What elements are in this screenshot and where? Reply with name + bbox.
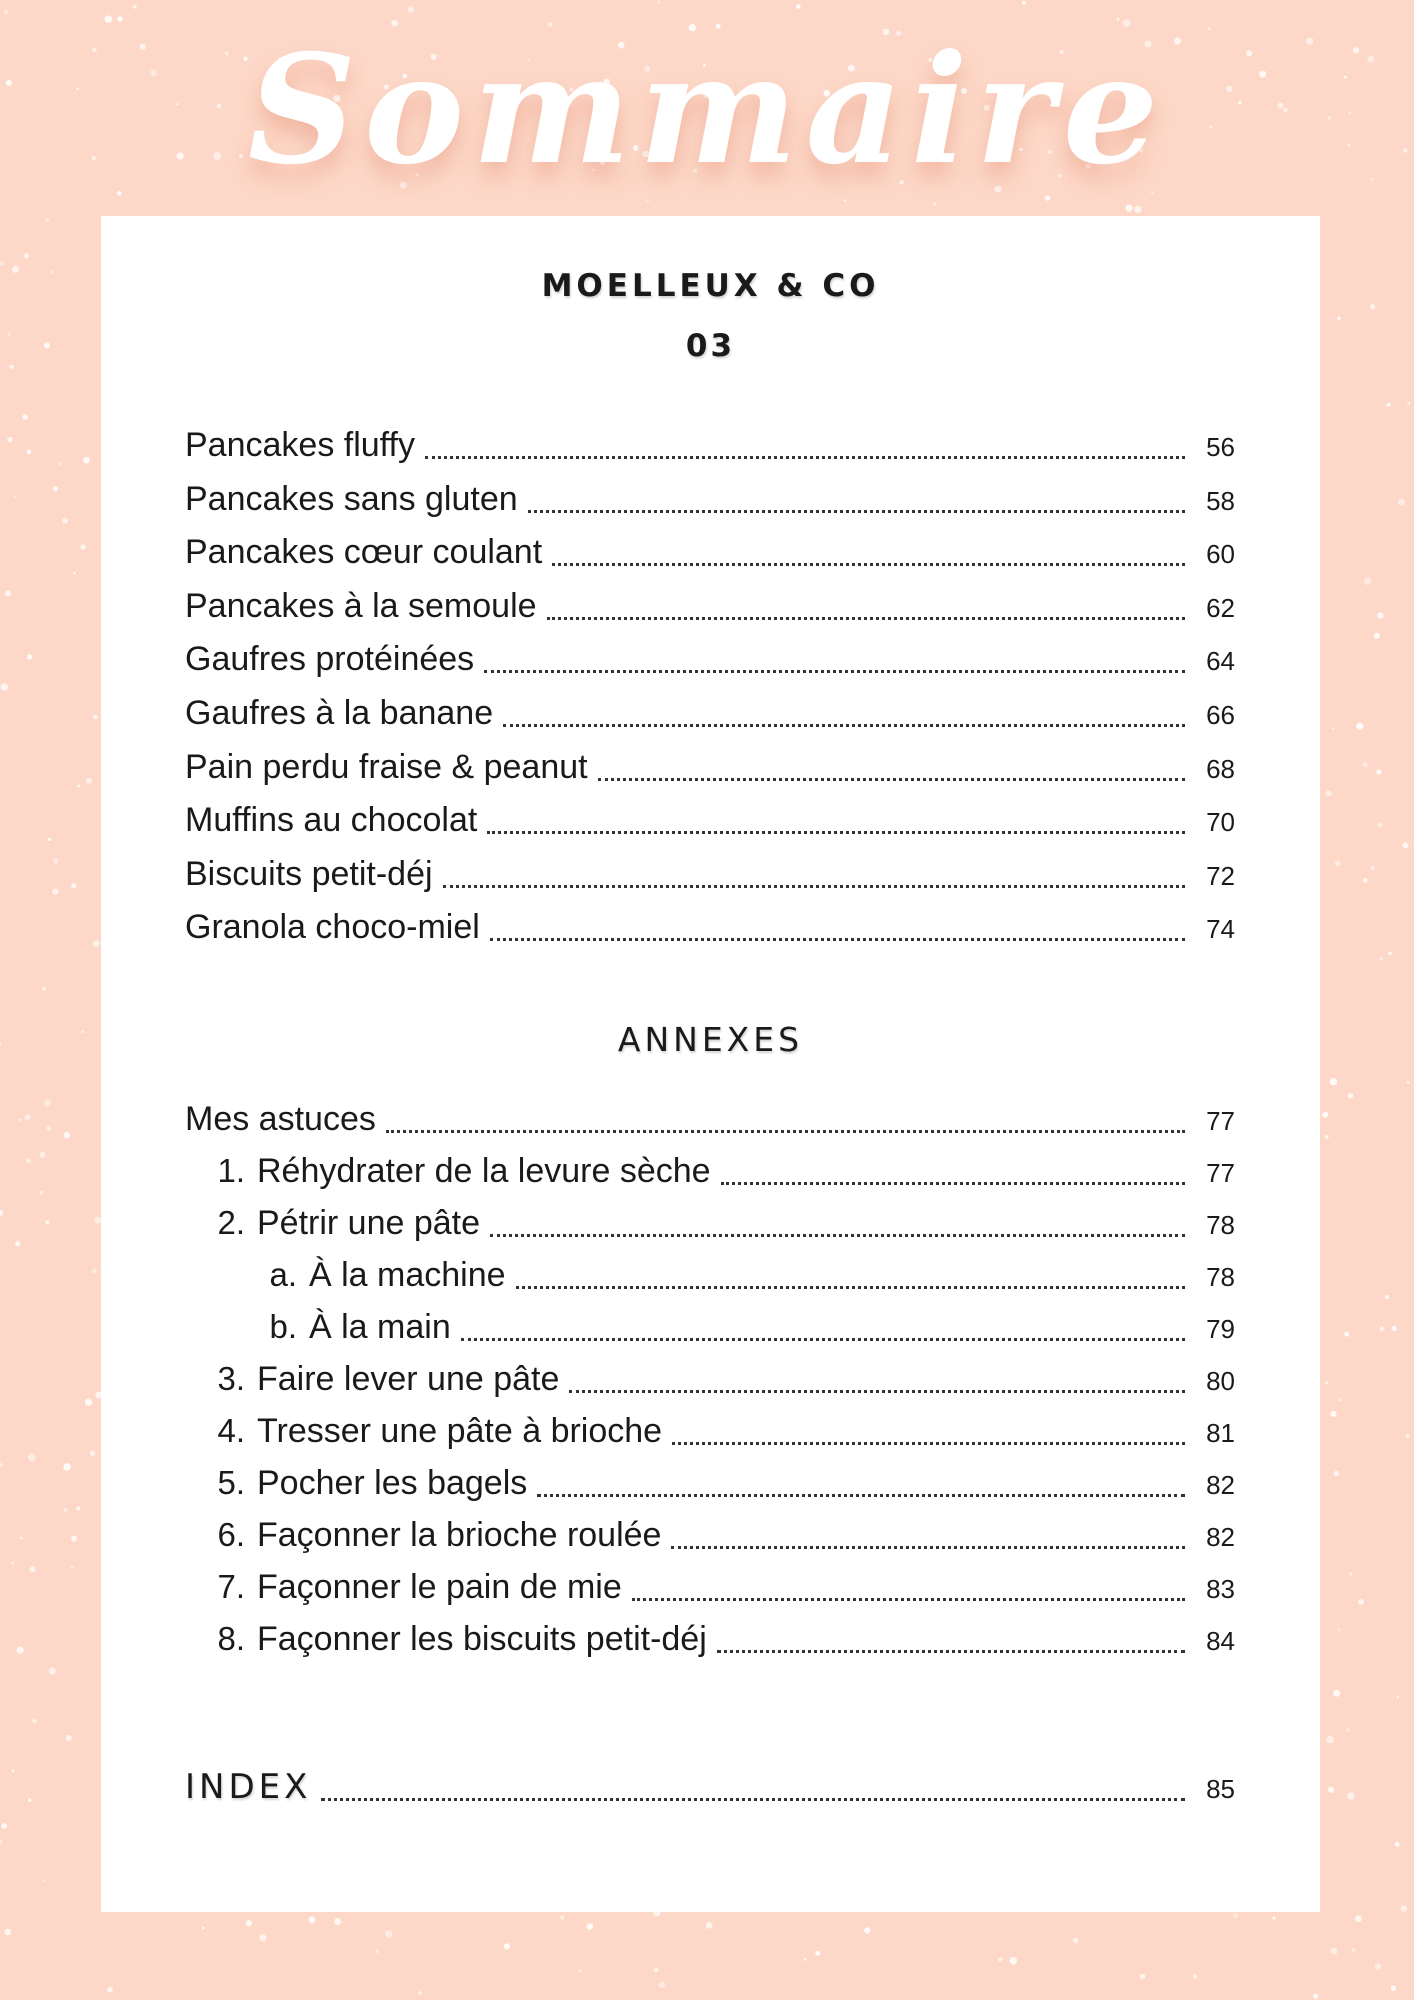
toc-entry-label: Pétrir une pâte [257, 1204, 481, 1242]
background-dot [1388, 951, 1392, 955]
toc-entry-label: Gaufres protéinées [185, 640, 475, 679]
background-dot [1395, 1842, 1400, 1847]
toc-entry-page: 81 [1206, 1418, 1235, 1448]
background-dot [1406, 1434, 1410, 1438]
background-dot [13, 495, 16, 498]
toc-entry[interactable] [185, 1614, 1235, 1664]
toc-entry-number: a. [269, 1256, 297, 1293]
toc-entry-label: Pain perdu fraise & peanut [185, 747, 588, 786]
background-dot [52, 889, 58, 895]
background-dot [7, 437, 13, 443]
background-dot [28, 1798, 31, 1801]
toc-entry-label: Réhydrater de la levure sèche [257, 1152, 711, 1190]
background-dot [27, 449, 32, 454]
toc-entry[interactable] [185, 634, 1235, 684]
dot-leader [503, 724, 1185, 727]
background-dot [53, 858, 58, 863]
background-dot [1334, 1471, 1339, 1476]
toc-entry-page: 85 [1206, 1774, 1235, 1804]
background-dot [1322, 1112, 1328, 1118]
dot-leader [598, 778, 1185, 781]
background-dot [46, 1220, 50, 1224]
section-number: 03 [685, 328, 736, 364]
background-dot [29, 1566, 35, 1572]
background-dot [22, 414, 28, 420]
toc-entry-label: À la machine [309, 1256, 506, 1294]
toc-entry[interactable] [185, 1562, 1235, 1612]
background-dot [1338, 1398, 1341, 1401]
background-dot [83, 457, 90, 464]
background-dot [64, 1132, 70, 1138]
toc-entry[interactable] [185, 420, 1235, 470]
dot-leader [425, 456, 1185, 459]
toc-entry-page: 56 [1206, 432, 1235, 462]
background-dot [1338, 1628, 1341, 1631]
dot-leader [516, 1286, 1185, 1289]
background-dot [71, 1536, 77, 1542]
toc-card [101, 216, 1320, 1912]
background-dot [53, 486, 58, 491]
background-dot [86, 778, 92, 784]
toc-entry-number: 8. [217, 1620, 245, 1657]
toc-entry-label: Façonner les biscuits petit-déj [257, 1620, 707, 1658]
background-dot [1325, 1381, 1328, 1384]
toc-entry-page: 60 [1206, 539, 1235, 570]
background-dot [28, 1454, 36, 1462]
dot-leader [321, 1798, 1185, 1801]
toc-entry-page: 78 [1206, 1262, 1235, 1292]
toc-entry-label: Granola choco-miel [185, 908, 480, 947]
toc-entry-page: 83 [1206, 1574, 1235, 1604]
background-dot [1010, 1957, 1018, 1965]
background-dot [418, 1991, 422, 1995]
toc-entry-label: Muffins au chocolat [185, 801, 478, 840]
toc-entry[interactable] [185, 1198, 1235, 1248]
background-dot [1326, 790, 1332, 796]
background-dot [0, 1210, 3, 1216]
background-dot [1401, 1905, 1407, 1911]
dot-leader [632, 1598, 1185, 1601]
background-dot [0, 1840, 2, 1844]
background-dot [0, 1463, 3, 1467]
background-dot [20, 1537, 23, 1540]
dot-leader [552, 563, 1185, 566]
toc-entry[interactable] [185, 795, 1235, 845]
dot-leader [443, 885, 1185, 888]
background-dot [73, 572, 76, 575]
background-dot [62, 518, 68, 524]
background-dot [1379, 1326, 1384, 1331]
background-dot [1377, 612, 1383, 618]
toc-entry-label: Façonner le pain de mie [257, 1568, 622, 1606]
toc-entry-label: INDEX [185, 1767, 312, 1807]
background-dot [107, 1987, 113, 1993]
background-dot [1364, 577, 1372, 585]
background-dot [1358, 1599, 1364, 1605]
toc-entry-label: Pancakes à la semoule [185, 586, 537, 625]
toc-entry-label: Pancakes sans gluten [185, 479, 518, 518]
background-dot [42, 987, 46, 991]
background-dot [1363, 878, 1368, 883]
background-dot [1374, 1963, 1381, 1970]
toc-entry-number: 4. [217, 1412, 245, 1449]
toc-entry-page: 66 [1206, 700, 1235, 730]
toc-entry-label: Faire lever une pâte [257, 1360, 560, 1398]
toc-entry[interactable] [185, 1354, 1235, 1404]
background-dot [1193, 1974, 1198, 1979]
section-heading: MOELLEUX & CO [541, 268, 880, 304]
toc-entry-page: 74 [1206, 914, 1235, 945]
toc-entry[interactable] [185, 688, 1235, 738]
toc-entry-number: 2. [217, 1204, 245, 1241]
background-dot [63, 1463, 71, 1471]
toc-entry-page: 58 [1206, 485, 1235, 516]
toc-entry-label: Gaufres à la banane [185, 694, 494, 732]
background-dot [93, 715, 98, 720]
background-dot [504, 1943, 510, 1949]
background-dot [0, 261, 4, 265]
background-dot [1331, 1948, 1338, 1955]
background-dot [1377, 822, 1382, 827]
toc-entry-page: 62 [1206, 592, 1235, 623]
dot-leader [490, 1234, 1185, 1237]
toc-entry-label: À la main [309, 1308, 451, 1346]
dot-leader [537, 1494, 1185, 1497]
toc-entry-number: 3. [217, 1360, 245, 1397]
toc-entry-page: 78 [1206, 1210, 1235, 1240]
background-dot [654, 1968, 659, 1973]
dot-leader [717, 1650, 1185, 1653]
dot-leader [672, 1442, 1185, 1445]
background-dot [334, 1918, 341, 1925]
background-dot [1351, 1948, 1355, 1952]
background-dot [1385, 1295, 1390, 1300]
background-dot [1374, 633, 1380, 639]
background-dot [40, 1152, 46, 1158]
dot-leader [484, 670, 1185, 673]
background-dot [385, 1930, 392, 1937]
background-dot [1335, 861, 1341, 867]
background-dot [46, 1126, 51, 1131]
toc-entry-page: 82 [1206, 1470, 1235, 1500]
toc-entry-number: 1. [217, 1152, 245, 1189]
background-dot [1073, 1938, 1079, 1944]
toc-entry-page: 64 [1206, 646, 1235, 677]
background-dot [587, 1923, 594, 1930]
background-dot [1233, 1913, 1238, 1918]
background-dot [1407, 402, 1410, 405]
toc-entry[interactable] [185, 1510, 1235, 1560]
toc-entry[interactable] [185, 1458, 1235, 1508]
background-dot [1, 1823, 7, 1829]
background-dot [1391, 1326, 1397, 1332]
toc-entry[interactable] [185, 742, 1235, 792]
dot-leader [386, 1130, 1185, 1133]
toc-entry[interactable] [185, 1406, 1235, 1456]
background-dot [9, 365, 13, 369]
background-dot [864, 1927, 870, 1933]
background-dot [12, 1769, 15, 1772]
toc-entry-page: 79 [1206, 1314, 1235, 1344]
background-dot [11, 1562, 14, 1565]
background-dot [66, 1735, 72, 1741]
toc-entry-number: 6. [217, 1516, 245, 1553]
background-dot [12, 266, 19, 273]
toc-entry[interactable] [185, 474, 1235, 524]
background-dot [1347, 1792, 1355, 1800]
background-dot [1376, 770, 1381, 775]
background-dot [1333, 1690, 1340, 1697]
toc-entry[interactable] [241, 1302, 1235, 1352]
background-dot [26, 1158, 31, 1163]
background-dot [1272, 1916, 1275, 1919]
background-dot [15, 1241, 20, 1246]
toc-entry-mes-astuces[interactable] [185, 1094, 1235, 1144]
toc-entry[interactable] [241, 1250, 1235, 1300]
background-dot [1337, 316, 1341, 320]
toc-entry-label: Pocher les bagels [257, 1464, 528, 1502]
background-dot [92, 1268, 97, 1273]
background-dot [1370, 304, 1375, 309]
background-dot [659, 1982, 665, 1988]
background-dot [1371, 866, 1375, 870]
toc-entry-label: Pancakes cœur coulant [185, 533, 543, 572]
background-dot [85, 1399, 92, 1406]
background-dot [59, 462, 62, 465]
toc-entry-number: 7. [217, 1568, 245, 1605]
background-dot [71, 883, 76, 888]
background-dot [1140, 1974, 1146, 1980]
background-dot [1407, 1081, 1410, 1084]
background-dot [5, 590, 11, 596]
toc-entry-label: Façonner la brioche roulée [257, 1516, 662, 1554]
background-dot [1313, 1994, 1319, 2000]
background-dot [51, 271, 54, 274]
dot-leader [721, 1182, 1185, 1185]
background-dot [815, 1951, 820, 1956]
background-dot [17, 1647, 24, 1654]
background-dot [1332, 727, 1334, 729]
dot-leader [461, 1338, 1185, 1341]
background-dot [1355, 1915, 1362, 1922]
background-dot [1330, 1078, 1337, 1085]
background-dot [1397, 1696, 1400, 1699]
toc-entry[interactable] [185, 902, 1235, 952]
background-dot [1363, 762, 1368, 767]
background-dot [998, 1957, 1002, 1961]
background-dot [1344, 1331, 1349, 1336]
background-dot [1403, 842, 1409, 848]
background-dot [375, 1949, 379, 1953]
background-dot [308, 1916, 315, 1923]
toc-entry-page: 68 [1206, 753, 1235, 784]
dot-leader [487, 831, 1185, 834]
background-dot [49, 1668, 56, 1675]
toc-entry[interactable] [185, 581, 1235, 631]
toc-entry[interactable] [185, 1146, 1235, 1196]
toc-entry-index[interactable] [185, 1762, 1235, 1812]
toc-entry-page: 77 [1206, 1106, 1235, 1136]
background-dot [76, 1506, 80, 1510]
background-dot [1, 683, 8, 690]
page-title: Sommaire [247, 22, 1167, 198]
background-dot [1348, 1093, 1353, 1098]
background-dot [4, 1929, 11, 1936]
background-dot [24, 253, 29, 258]
toc-entry-page: 77 [1206, 1158, 1235, 1188]
dot-leader [528, 510, 1185, 513]
toc-entry[interactable] [185, 849, 1235, 899]
background-dot [706, 1922, 713, 1929]
background-dot [80, 544, 85, 549]
dot-leader [547, 617, 1185, 620]
background-dot [1327, 1736, 1334, 1743]
background-dot [1330, 1411, 1336, 1417]
background-dot [560, 1916, 564, 1920]
background-dot [804, 1958, 807, 1961]
toc-entry-label: Mes astuces [185, 1100, 376, 1138]
toc-entry-page: 82 [1206, 1522, 1235, 1552]
background-dot [43, 1879, 46, 1882]
background-dot [0, 1042, 1, 1045]
toc-entry-number: b. [269, 1308, 297, 1345]
toc-entry-label: Pancakes fluffy [185, 426, 415, 464]
toc-entry-page: 84 [1206, 1626, 1235, 1656]
background-dot [25, 1114, 31, 1120]
toc-entry-page: 80 [1206, 1366, 1235, 1396]
background-dot [1356, 723, 1363, 730]
background-dot [44, 342, 50, 348]
background-dot [27, 654, 32, 659]
background-dot [90, 1450, 96, 1456]
dot-leader [671, 1546, 1185, 1549]
toc-entry-page: 72 [1206, 860, 1235, 891]
background-dot [40, 1191, 44, 1195]
background-dot [579, 1969, 583, 1973]
background-dot [1398, 499, 1405, 506]
background-dot [1349, 1572, 1352, 1575]
toc-entry-label: Tresser une pâte à brioche [257, 1412, 663, 1450]
background-dot [44, 1100, 51, 1107]
background-dot [81, 1030, 84, 1033]
toc-entry-page: 70 [1206, 807, 1235, 838]
background-dot [246, 1920, 252, 1926]
dot-leader [490, 938, 1185, 941]
background-dot [48, 838, 51, 841]
background-dot [202, 1927, 205, 1930]
background-dot [64, 1508, 68, 1512]
toc-entry-label: Biscuits petit-déj [185, 854, 433, 893]
annexes-heading: ANNEXES [617, 1020, 804, 1059]
background-dot [1391, 1986, 1397, 1992]
background-dot [7, 333, 10, 336]
background-dot [1379, 957, 1383, 961]
background-dot [77, 785, 80, 788]
background-dot [19, 1119, 21, 1121]
background-dot [1346, 1728, 1349, 1731]
background-dot [71, 1565, 74, 1568]
background-dot [32, 1718, 37, 1723]
toc-entry-number: 5. [217, 1464, 245, 1501]
dot-leader [569, 1390, 1185, 1393]
background-dot [1325, 1135, 1329, 1139]
background-dot [259, 1934, 266, 1941]
toc-entry[interactable] [185, 527, 1235, 577]
background-dot [1387, 403, 1391, 407]
background-dot [93, 940, 100, 947]
background-dot [1328, 1787, 1334, 1793]
